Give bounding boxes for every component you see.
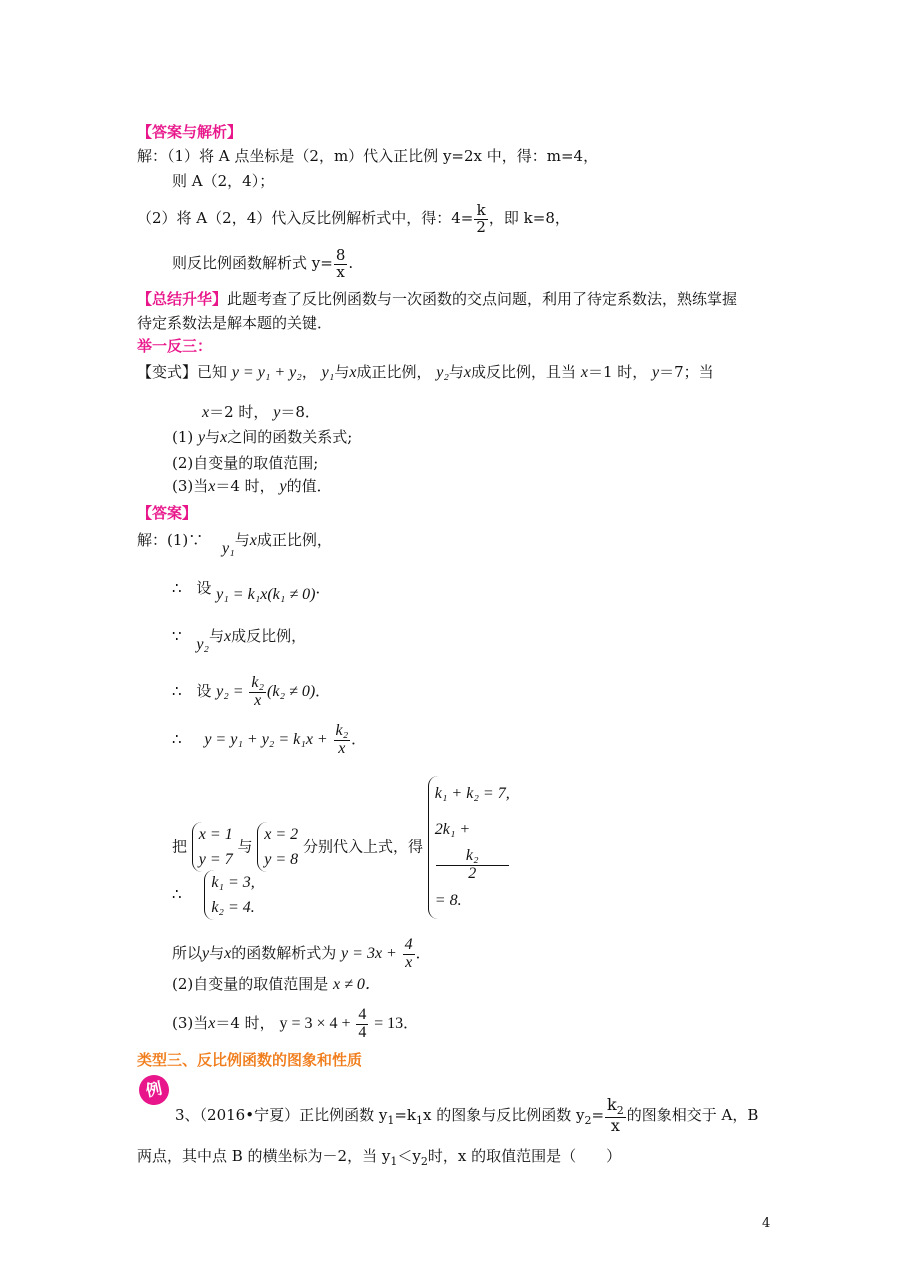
therefore-symbol: ∴ (172, 579, 182, 597)
solution-text: 与 (209, 944, 225, 962)
question-text: 与 (205, 428, 221, 446)
fraction-denominator: x (605, 1117, 626, 1135)
var-y2: y₂ (436, 364, 449, 381)
analysis-line-3-tail: ，即 k=8， (488, 209, 570, 227)
period: ． (403, 1014, 419, 1032)
var-x: x (349, 364, 357, 381)
summary-line-1 (137, 289, 737, 309)
fraction-numerator: k₂ (465, 847, 479, 864)
var-y2: y₂ (196, 636, 209, 653)
final-equation-head: y = 3x + (341, 945, 397, 962)
system-solution (204, 870, 254, 920)
solution-line-4 (172, 668, 330, 715)
var-x: x (224, 628, 232, 645)
therefore-symbol: ∴ (172, 682, 182, 700)
page-number: 4 (762, 1216, 771, 1231)
var-x: x (580, 364, 588, 381)
fraction-denominator: 4 (358, 1023, 367, 1041)
solution-text: 分别代入上式，得 (302, 837, 423, 856)
practice-heading: 举一反三： (137, 337, 213, 355)
analysis-line-3-text: （2）将 A（2，4）代入反比例解析式中，得：4= (137, 209, 474, 227)
analysis-line-1: 解：（1）将 A 点坐标是（2，m）代入正比例 y=2x 中，得：m=4， (137, 147, 599, 165)
question-text: (3)当 (172, 477, 209, 495)
solution-line-5 (172, 716, 366, 763)
var-x: x (202, 404, 210, 421)
question-1 (172, 427, 352, 448)
solution-line-9 (172, 974, 381, 995)
analysis-line-2: 则 A（2，4）； (172, 172, 275, 190)
system-row: y = 7 (198, 851, 233, 869)
example-3-line-1 (175, 1090, 758, 1146)
var-x: x (220, 429, 228, 446)
system-row: x = 1 (198, 826, 233, 844)
summary-line-2: 待定系数法是解本题的关键． (137, 314, 333, 332)
domain-expression: x ≠ 0． (333, 976, 381, 993)
system-row: k₁ = 3, (211, 874, 255, 891)
example-text: 两点，其中点 B 的横坐标为－2，当 y (137, 1147, 391, 1165)
fraction-numerator: 4 (404, 935, 413, 953)
var-x: x (249, 532, 257, 549)
solution-line-10 (172, 1000, 418, 1047)
fraction-k2-over-x (249, 675, 266, 710)
example-text: 3、（2016•宁夏）正比例函数 y (175, 1106, 388, 1124)
solution-line-7 (172, 866, 255, 922)
system-row-tail: = 8. (434, 891, 462, 909)
variant-text: 已知 (197, 363, 228, 381)
question-text: 之间的函数关系式; (227, 428, 353, 446)
fraction-4-over-x (403, 937, 415, 972)
fraction-numerator: k₂ (335, 721, 349, 739)
system-row (435, 812, 510, 919)
fraction-numerator: k₂ (251, 673, 265, 691)
subscript: 1 (415, 1114, 423, 1127)
fraction-numerator: k (476, 200, 486, 219)
therefore-symbol: ∴ (172, 885, 182, 903)
var-y1: y₁ (321, 364, 335, 381)
fraction-k-over-2 (474, 200, 488, 236)
solution-text: 设 (196, 579, 212, 597)
fraction-denominator: 2 (436, 865, 509, 883)
variant-text: ＝2 时， (209, 403, 269, 421)
variant-line-1 (137, 362, 714, 383)
answer-heading: 【答案】 (137, 504, 198, 522)
variant-text: 与 (448, 363, 464, 381)
subscript: 2 (616, 1104, 624, 1118)
variant-text: ＝8． (280, 403, 320, 421)
analysis-line-3 (137, 193, 570, 243)
var-y: y (198, 429, 206, 446)
variant-text: ＝7；当 (659, 363, 714, 381)
solution-text: 所以 (172, 944, 203, 962)
system-row: k₂ = 4. (211, 899, 255, 916)
subscript: 1 (387, 1114, 395, 1127)
variant-text: 成正比例， (356, 363, 432, 381)
system-x2-y8 (257, 822, 298, 872)
solution-text: 的函数解析式为 (231, 944, 337, 962)
fraction-denominator: x (249, 692, 266, 710)
variant-line-2 (202, 402, 320, 423)
example-text: 时，x 的取值范围是（ ） (427, 1147, 622, 1165)
equation-y2-head: y₂ = (216, 683, 244, 700)
fraction-8-over-x (334, 245, 348, 281)
system-row: x = 2 (264, 826, 299, 844)
var-x: x (463, 364, 472, 381)
var-y1: y₁ (222, 540, 235, 557)
therefore-symbol: ∴ (172, 730, 182, 748)
system-row: y = 8 (264, 851, 299, 869)
fraction-denominator: x (403, 954, 415, 972)
equation-y1: y₁ = k₁x(k₁ ≠ 0) (216, 586, 316, 603)
var-x: x (208, 478, 216, 495)
analysis-line-4 (172, 238, 353, 288)
question-3 (172, 476, 332, 497)
subscript: 1 (390, 1155, 398, 1168)
system-x1-y7 (192, 822, 233, 872)
variant-text: ＝1 时， (587, 363, 648, 381)
fraction-k2-over-2 (436, 848, 509, 883)
system-row: k₁ + k₂ = 7, (434, 785, 510, 802)
subscript: 2 (584, 1114, 592, 1127)
analysis-line-4-text: 则反比例函数解析式 y= (172, 254, 333, 272)
subscript: 2 (420, 1155, 428, 1168)
equation-y-head: y = y₁ + y₂ = k₁x + (204, 731, 328, 748)
variant-tag: 【变式】 (137, 363, 198, 381)
solution-text: 与 (209, 627, 225, 645)
solution-line-1 (137, 530, 332, 557)
fraction-denominator: x (334, 264, 348, 281)
fraction-numerator: 4 (358, 1005, 367, 1023)
example-text: x 的图象与反比例函数 y (422, 1106, 585, 1124)
solution-text: (2)自变量的取值范围是 (172, 975, 329, 993)
system-row-head: 2k₁ + (434, 821, 471, 838)
var-y: y (202, 945, 210, 962)
period: ． (315, 682, 331, 700)
solution-line-3 (172, 626, 307, 653)
fraction-numerator (605, 1097, 626, 1117)
fraction-4-over-4 (356, 1007, 368, 1042)
because-symbol: ∵ (172, 627, 182, 645)
fraction-k2-over-x (334, 723, 351, 758)
solution-line-8 (172, 930, 431, 977)
summary-heading: 【总结升华】 (137, 290, 228, 308)
period: ． (315, 579, 331, 597)
question-number: (1) (172, 428, 194, 446)
solution-text: 与 (234, 531, 250, 549)
solution-text: 与 (237, 837, 253, 856)
example-text: =k (394, 1106, 416, 1124)
period: ． (415, 944, 431, 962)
variant-expression: y = y₁ + y₂ (231, 364, 302, 381)
variant-text: 与 (334, 363, 350, 381)
fraction-k2-over-x (605, 1097, 626, 1135)
summary-text-1: 此题考查了反比例函数与一次函数的交点问题，利用了待定系数法，熟练掌握 (227, 290, 738, 308)
var-y: y (273, 404, 281, 421)
period: ． (351, 730, 367, 748)
type-three-heading: 类型三、反比例函数的图象和性质 (137, 1051, 363, 1069)
variant-text: ， (301, 363, 317, 381)
solution-line-2 (172, 578, 331, 603)
solution-text: ＝4 时， (215, 1014, 275, 1032)
evaluation-tail: = 13 (374, 1015, 404, 1032)
solution-text: 设 (196, 682, 212, 700)
solution-text: (3)当 (172, 1014, 209, 1032)
fraction-denominator: 2 (476, 217, 486, 236)
example-text: = (591, 1106, 605, 1124)
question-text: ＝4 时， (215, 477, 275, 495)
solution-text: 解：(1)∵ (137, 531, 204, 549)
fraction-denominator: x (334, 740, 351, 758)
var-y: y (279, 478, 287, 495)
example-badge: 例 (136, 1072, 172, 1108)
example-3-line-2 (137, 1146, 621, 1172)
question-text: 的值． (286, 477, 332, 495)
example-text: ＜y (397, 1147, 421, 1165)
fraction-numerator: 8 (335, 245, 346, 264)
var-y: y (652, 364, 660, 381)
variant-text: 成反比例，且当 (471, 363, 577, 381)
var-x: x (208, 1015, 216, 1032)
solution-text: 成反比例， (231, 627, 307, 645)
solution-text: 成正比例， (256, 531, 332, 549)
system-equations (428, 776, 510, 919)
example-text: 的图象相交于 A，B (626, 1106, 759, 1124)
evaluation-head: y = 3 × 4 + (279, 1015, 351, 1032)
analysis-line-4-tail: . (348, 254, 354, 272)
solution-text: 把 (172, 837, 188, 856)
question-2: (2)自变量的取值范围; (172, 454, 319, 472)
answer-analysis-heading: 【答案与解析】 (137, 123, 243, 141)
equation-y2-tail: (k₂ ≠ 0) (267, 683, 316, 700)
var-x: x (224, 945, 232, 962)
numerator-k: k (607, 1095, 617, 1115)
